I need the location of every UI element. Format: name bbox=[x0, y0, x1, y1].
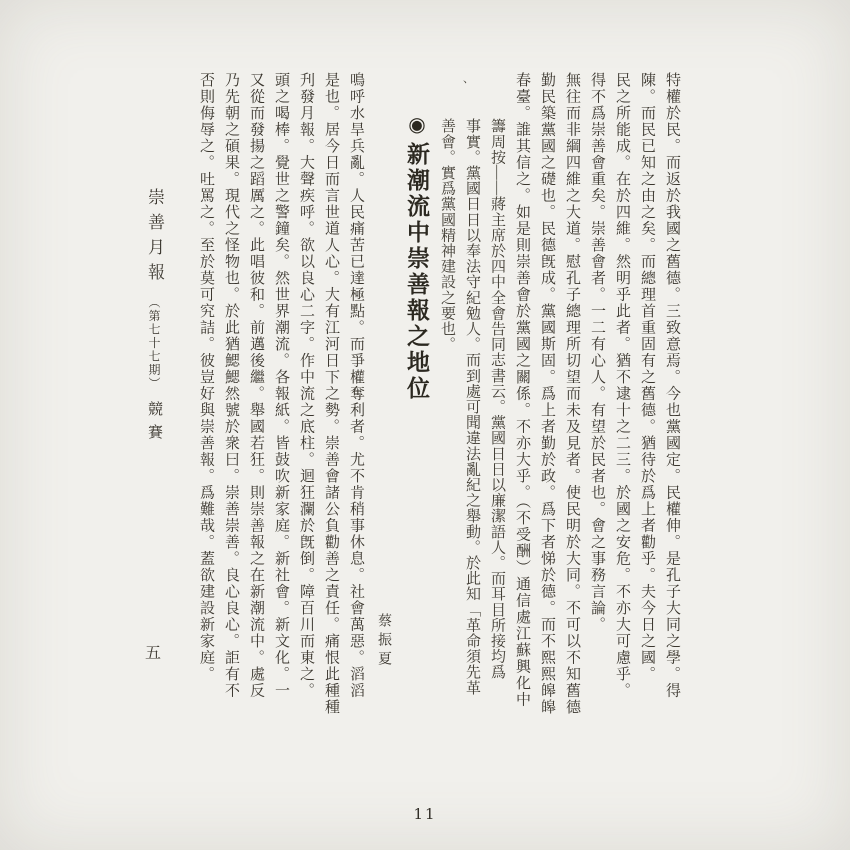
article-title-text: 新潮流中崇善報之地位 bbox=[404, 142, 429, 402]
text-column: 乃先朝之碩果。現代之怪物也。於此猶鰓鰓然號於衆曰。崇善崇善。良心良心。詎有不 bbox=[223, 72, 239, 699]
issue-label: （第七十七期） bbox=[147, 296, 161, 391]
journal-title: 崇善月報 bbox=[145, 188, 164, 288]
text-column: 春臺。誰其信之。如是則崇善會於黨國之關係。不亦大乎。（不受酬）通信處江蘇興化中 bbox=[514, 72, 530, 708]
text-column: 特權於民。而返於我國之舊德。三致意焉。今也黨國定。民權伸。是孔子大同之學。得 bbox=[664, 72, 680, 699]
section-label: 競賽 bbox=[146, 400, 162, 447]
text-column: 頭之喝棒。覺世之警鐘矣。然世界潮流。各報紙。皆鼓吹新家庭。新社會。新文化。一 bbox=[273, 72, 289, 699]
running-margin bbox=[142, 188, 167, 708]
text-column: 是也。居今日而言世道人心。大有江河日下之勢。崇善會諸公負勸善之責任。痛恨此種種 bbox=[323, 72, 339, 716]
print-artifact: 、 bbox=[463, 73, 474, 85]
author-name: 蔡振夏 bbox=[376, 613, 391, 670]
text-column: 勤民築黨國之礎也。民德旣成。黨國斯固。爲上者勤於政。爲下者悌於德。而不熙熙皞皞 bbox=[539, 72, 555, 716]
text-column: 得不爲崇善會重矣。崇善會者。一二有心人。有望於民者也。會之事務言論。 bbox=[589, 72, 605, 633]
text-column: 否則侮辱之。吐罵之。至於莫可究詰。彼豈好與崇善報。爲難哉。蓋欲建設新家庭。 bbox=[198, 72, 214, 683]
text-column: 又從而發揚之蹈厲之。此唱彼和。前邁後繼。舉國若狂。則崇善報之在新潮流中。處反 bbox=[248, 72, 264, 699]
title-bullet-icon: ◉ bbox=[405, 112, 427, 142]
editor-note-column: 事實。黨國日日以奉法守紀勉人。而到處可聞違法亂紀之舉動。於此知「革命須先革 bbox=[464, 118, 480, 696]
text-column: 民之所能成。在於四維。然明乎此者。猶不逮十之二三。於國之安危。不亦大可慮乎。 bbox=[614, 72, 630, 699]
folio-number: 五 bbox=[145, 645, 162, 662]
editor-note-column: 善會。實爲黨國精神建設之要也。 bbox=[439, 118, 455, 352]
page-number: 11 bbox=[413, 805, 437, 823]
text-column: 陳。而民已知之由之矣。而總理首重固有之舊德。猶待於爲上者勸乎。夫今日之國。 bbox=[639, 72, 655, 683]
article-title bbox=[398, 72, 434, 712]
main-text-block bbox=[193, 72, 684, 716]
editor-note-column: 籌周按——蔣主席於四中全會告同志書云。黨國日日以廉潔語人。而耳目所接均爲 bbox=[489, 118, 505, 680]
text-column: 刋發月報。大聲疾呼。欲以良心二字。作中流之底柱。迴狂瀾於旣倒。障百川而東之。 bbox=[298, 72, 314, 699]
text-column: 鳴呼水旱兵亂。人民痛苦已達極點。而爭權奪利者。尤不肯稍事休息。社會萬惡。滔滔 bbox=[348, 72, 364, 699]
text-column: 無往而非綱四維之大道。慰孔子總理所切望而未及見者。使民明於大同。不可以不知舊德 bbox=[564, 72, 580, 716]
